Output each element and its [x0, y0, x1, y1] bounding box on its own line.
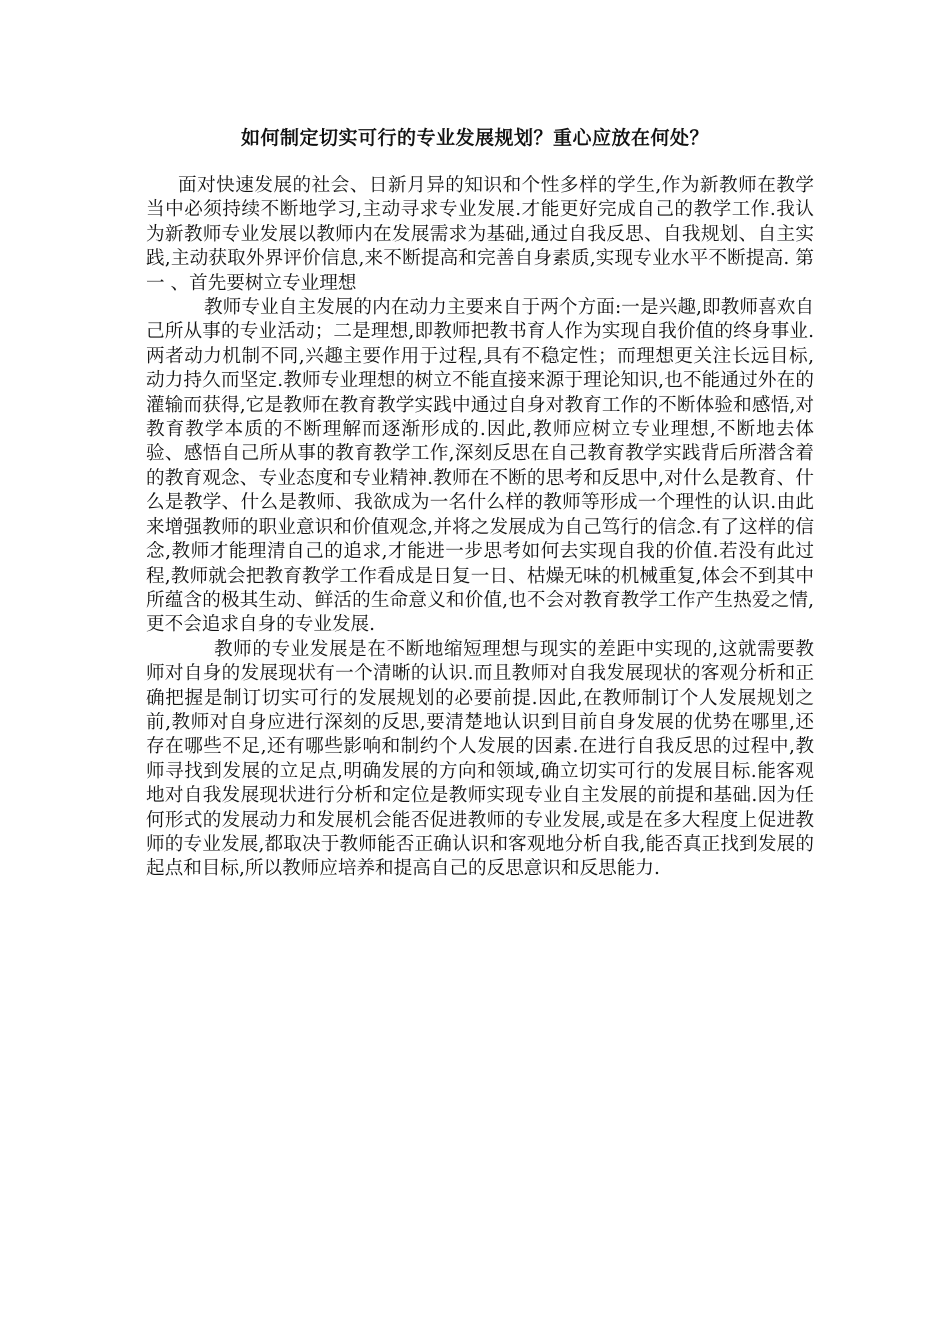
- page-title: 如何制定切实可行的专业发展规划？重心应放在何处？: [240, 127, 709, 149]
- paragraph-professional-ideal: 教师专业自主发展的内在动力主要来自于两个方面:一是兴趣,即教师喜欢自己所从事的专业活动；二是理想,即教师把教书育人作为实现自我价值的终身事业.两者动力机制不同,兴趣主要作用于过程,具有不稳定性；而理想更关注长远目标,动力持久而坚定.教师专业理想的树立不能直接来源于理论知识,也不能通过外在的灌输而获得,它是教师在教育教学实践中通过自身对教育工作的不断体验和感悟,对教育教学本质的不断理解而逐渐形成的.因此,教师应树立专业理想,不断地去体验、感悟自己所从事的教育教学工作,深刻反思在自己教育教学实践背后所潜含着的教育观念、专业态度和专业精神.教师在不断的思考和反思中,对什么是教育、什么是教学、什么是教师、我欲成为一名什么样的教师等形成一个理性的认识.由此来增强教师的职业意识和价值观念,并将之发展成为自己笃行的信念.有了这样的信念,教师才能理清自己的追求,才能进一步思考如何去实现自我的价值.若没有此过程,教师就会把教育教学工作看成是日复一日、枯燥无味的机械重复,体会不到其中所蕴含的极其生动、鲜活的生命意义和价值,也不会对教育教学工作产生热爱之情,更不会追求自身的专业发展.: [146, 297, 814, 636]
- paragraph-self-reflection: 教师的专业发展是在不断地缩短理想与现实的差距中实现的,这就需要教师对自身的发展现状有一个清晰的认识.而且教师对自我发展现状的客观分析和正确把握是制订切实可行的发展规划的必要前提.因此,在教师制订个人发展规划之前,教师对自身应进行深刻的反思,要清楚地认识到目前自身发展的优势在哪里,还存在哪些不足,还有哪些影响和制约个人发展的因素.在进行自我反思的过程中,教师寻找到发展的立足点,明确发展的方向和领域,确立切实可行的发展目标.能客观地对自我发展现状进行分析和定位是教师实现专业自主发展的前提和基础.因为任何形式的发展动力和发展机会能否促进教师的专业发展,或是在多大程度上促进教师的专业发展,都取决于教师能否正确认识和客观地分析自我,能否真正找到发展的起点和目标,所以教师应培养和提高自己的反思意识和反思能力.: [146, 638, 814, 880]
- body-text: [146, 174, 814, 882]
- paragraph-intro: 面对快速发展的社会、日新月异的知识和个性多样的学生,作为新教师在教学当中必须持续不断地学习,主动寻求专业发展.才能更好完成自己的教学工作.我认为新教师专业发展以教师内在发展需求为基础,通过自我反思、自我规划、自主实践,主动获取外界评价信息,来不断提高和完善自身素质,实现专业水平不断提高. 第一 、首先要树立专业理想: [146, 175, 814, 294]
